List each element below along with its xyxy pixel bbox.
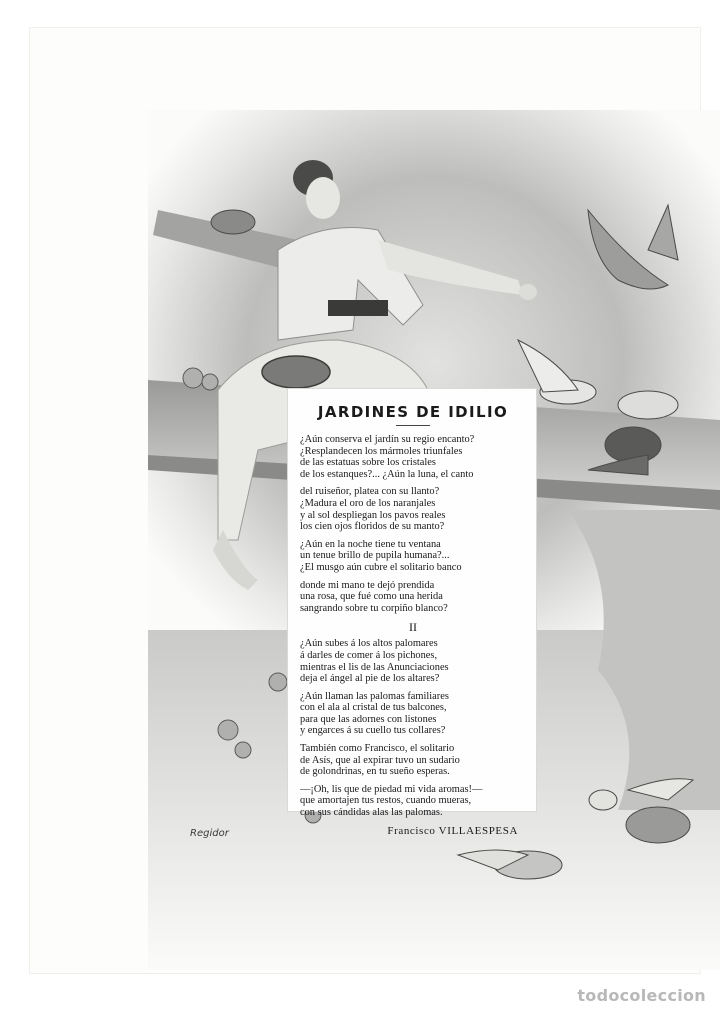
watermark: todocoleccion — [577, 986, 706, 1005]
poem-panel — [287, 388, 537, 837]
poem-line: los cien ojos floridos de su manto? — [300, 521, 445, 533]
poem-line: de Asís, que al expirar tuvo un sudario — [300, 754, 460, 766]
artist-signature: Regidor — [190, 828, 229, 839]
poem-line: También como Francisco, el solitario — [300, 743, 455, 755]
poem-line: deja el ángel al pie de los altares? — [300, 673, 440, 685]
poem-stanza — [300, 691, 526, 737]
poem-line: ¿Aún en la noche tiene tu ventana — [300, 538, 441, 550]
poem-line: ¿El musgo aún cubre el solitario banco — [300, 561, 462, 573]
poem-line: sangrando sobre tu corpiño blanco? — [300, 602, 448, 614]
poem-title: JARDINES DE IDILIO — [317, 403, 509, 421]
poem-part-1 — [300, 434, 526, 614]
poem-line: ¿Resplandecen los mármoles triunfales — [300, 445, 463, 457]
poem-stanza — [300, 784, 526, 819]
poem-line: una rosa, que fué como una herida — [300, 591, 443, 603]
poem-line: ¿Aún conserva el jardín su regio encanto? — [300, 434, 475, 445]
poem-line: de golondrinas, en tu sueño esperas. — [300, 766, 450, 778]
section-number: II — [409, 620, 417, 635]
poem-line: con sus cándidas alas las palomas. — [300, 807, 443, 819]
poem-line: de los estanques?... ¿Aún la luna, el canto — [300, 468, 474, 480]
poem-line: con el ala al cristal de tus balcones, — [300, 702, 447, 714]
poem-line: para que las adornes con listones — [300, 713, 437, 725]
title-rule — [396, 425, 430, 426]
poem-line: mientras el lis de las Anunciaciones — [300, 661, 449, 673]
poem-line: del ruiseñor, platea con su llanto? — [300, 486, 440, 498]
poem-author: Francisco VILLAESPESA — [387, 824, 518, 837]
poem-stanza — [300, 580, 526, 615]
poem-line: y engarces á su cuello tus collares? — [300, 725, 446, 737]
poem-line: de las estatuas sobre los cristales — [300, 457, 436, 469]
poem-line: ¿Aún llaman las palomas familiares — [300, 690, 449, 702]
poem-line: ¿Madura el oro de los naranjales — [300, 497, 436, 509]
poem-stanza — [300, 638, 526, 684]
poem-part-2 — [300, 638, 526, 818]
poem-line: un tenue brillo de pupila humana?... — [300, 550, 450, 562]
poem-stanza — [300, 743, 526, 778]
poem-line: que amortajen tus restos, cuando mueras, — [300, 795, 472, 807]
poem-line: á darles de comer á los pichones, — [300, 649, 438, 661]
poem-line: ¿Aún subes á los altos palomares — [300, 638, 438, 650]
poem-stanza — [300, 539, 526, 574]
poem-stanza — [300, 434, 526, 480]
poem-line: y al sol despliegan los pavos reales — [300, 509, 446, 521]
poem-stanza — [300, 486, 526, 532]
poem-line: —¡Oh, lis que de piedad mi vida aromas!— — [300, 783, 483, 795]
poem-line: donde mi mano te dejó prendida — [300, 579, 435, 591]
